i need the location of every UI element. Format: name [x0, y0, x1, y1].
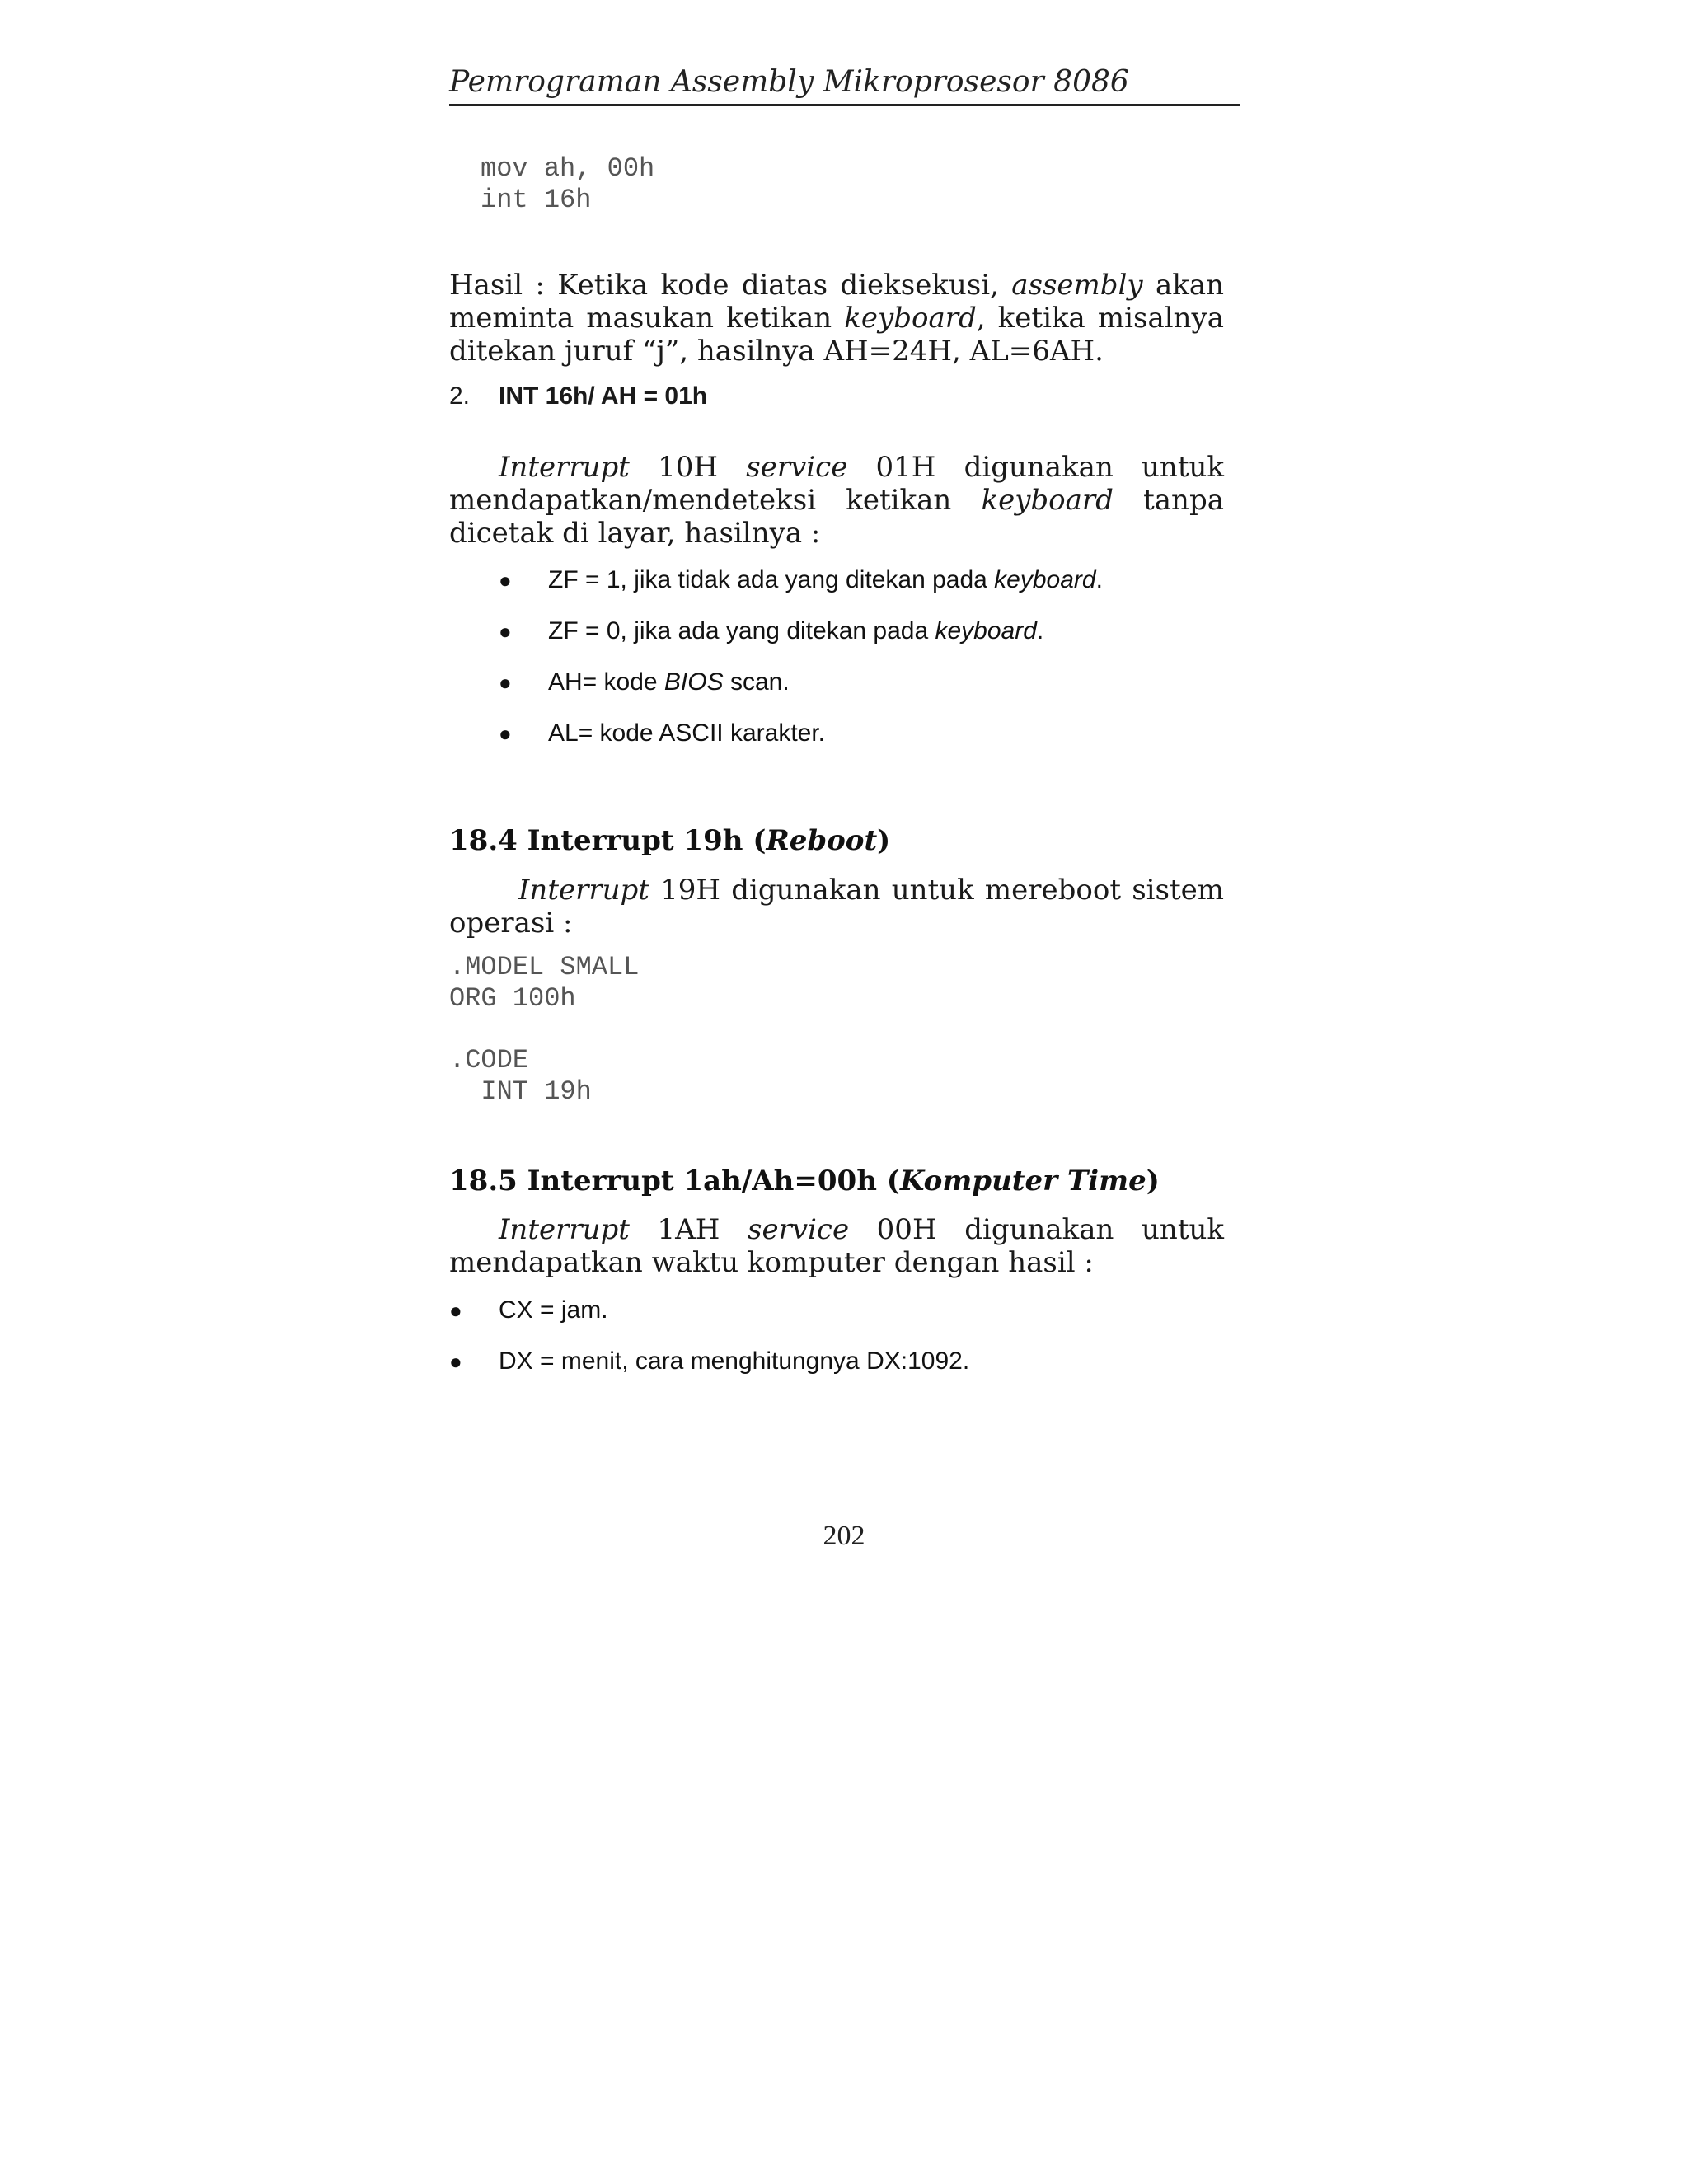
running-header: Pemrograman Assembly Mikroprosesor 8086 [449, 64, 1240, 106]
section-heading-text: ) [877, 824, 891, 857]
paragraph-emphasis: keyboard [981, 484, 1114, 517]
paragraph-emphasis: Interrupt [499, 451, 630, 484]
bullet-icon: ● [499, 670, 512, 695]
section-heading [449, 824, 890, 857]
list-item [499, 565, 1103, 595]
section-heading-emphasis: Reboot [766, 824, 878, 857]
paragraph-emphasis: service [746, 451, 848, 484]
paragraph-text: 1AH [629, 1213, 748, 1246]
paragraph-text: tanpa dicetak di layar, hasilnya : [449, 484, 1224, 550]
list-item-text: scan. [723, 668, 790, 696]
bullet-icon: ● [499, 721, 512, 746]
paragraph-text: 10H [629, 451, 747, 484]
bullet-icon: ● [449, 1298, 462, 1323]
bullet-icon: ● [499, 568, 512, 593]
bullet-icon: ● [449, 1349, 462, 1374]
time-paragraph [449, 1213, 1224, 1279]
section-heading-text: 18.5 Interrupt 1ah/Ah=00h ( [449, 1165, 900, 1197]
paragraph-text: 19H digunakan untuk mereboot sistem operasi : [449, 874, 1224, 940]
list-item-emphasis: keyboard [994, 566, 1096, 593]
numbered-heading-title: INT 16h/ AH = 01h [499, 382, 708, 410]
code-line: INT 19h [449, 1076, 592, 1107]
list-item-emphasis: keyboard [935, 617, 1037, 644]
section-heading [449, 1165, 1160, 1197]
list-item-text: DX = menit, cara menghitungnya DX:1092. [499, 1347, 970, 1375]
paragraph-emphasis: Interrupt [518, 874, 649, 907]
reboot-paragraph [449, 874, 1224, 940]
result-emphasis: keyboard [844, 302, 977, 335]
section-heading-emphasis: Komputer Time [899, 1165, 1146, 1197]
section-heading-text: ) [1146, 1165, 1160, 1197]
list-item [449, 1347, 969, 1376]
service-paragraph [449, 451, 1224, 550]
code-line: ORG 100h [449, 983, 576, 1014]
code-line: .CODE [449, 1045, 529, 1076]
result-text: akan meminta masukan ketikan [449, 269, 1224, 335]
list-item [449, 1296, 608, 1325]
list-item-text: . [1095, 566, 1103, 593]
list-item [499, 719, 825, 748]
numbered-heading [449, 382, 707, 410]
list-item-emphasis: BIOS [663, 668, 724, 696]
result-text: , ketika misalnya ditekan juruf “j”, hasilnya AH=24H, AL=6AH. [449, 302, 1225, 368]
paragraph-text: 00H digunakan untuk mendapatkan waktu komputer dengan hasil : [449, 1213, 1224, 1279]
list-item [499, 668, 790, 697]
paragraph-emphasis: Interrupt [499, 1213, 630, 1246]
list-item-text: . [1036, 617, 1044, 644]
result-text: Hasil : Ketika kode diatas dieksekusi, [449, 269, 999, 302]
code-line: .MODEL SMALL [449, 952, 640, 982]
section-heading-text: 18.4 Interrupt 19h ( [449, 824, 767, 857]
list-item-text: ZF = 1, jika tidak ada yang ditekan pada [548, 566, 995, 593]
list-number: 2. [449, 382, 471, 410]
list-item-text: AL= kode ASCII karakter. [548, 719, 826, 747]
result-paragraph [449, 269, 1224, 368]
list-item-text: CX = jam. [499, 1296, 608, 1324]
list-item-text: ZF = 0, jika ada yang ditekan pada [548, 617, 935, 644]
list-item-text: AH= kode [548, 668, 664, 696]
page-number: 202 [823, 1521, 865, 1551]
list-item [499, 616, 1043, 646]
code-line: mov ah, 00h [481, 153, 655, 184]
result-emphasis: assembly [1011, 269, 1143, 302]
paragraph-text: 01H digunakan untuk mendapatkan/mendeteksi ketikan [449, 451, 1224, 517]
paragraph-emphasis: service [748, 1213, 850, 1246]
bullet-icon: ● [499, 619, 512, 644]
code-line: int 16h [481, 185, 592, 215]
